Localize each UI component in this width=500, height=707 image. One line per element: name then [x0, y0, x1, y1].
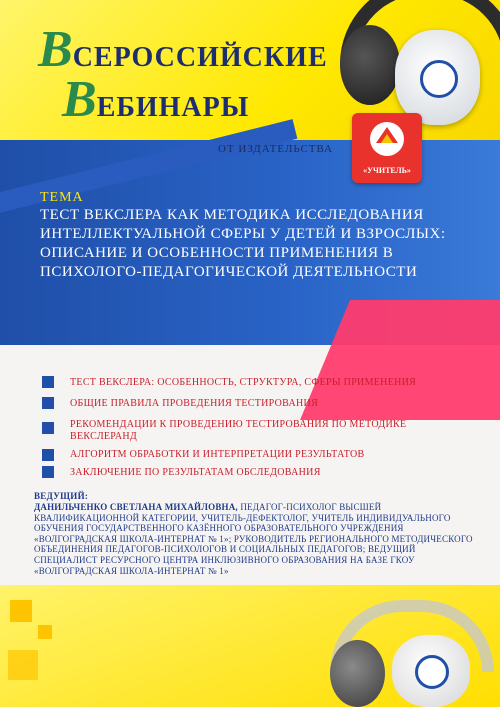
title-word-2: ЕБИНАРЫ	[96, 92, 250, 123]
bullet-icon	[42, 449, 54, 461]
emblem-icon	[415, 655, 449, 689]
decor-square	[38, 625, 52, 639]
theme-label: ТЕМА	[40, 190, 84, 205]
decor-square	[10, 600, 32, 622]
agenda-item: ТЕСТ ВЕКСЛЕРА: ОСОБЕННОСТЬ, СТРУКТУРА, СФЕРЫ ПРИМЕНЕНИЯ	[70, 377, 417, 388]
theme-title: ТЕСТ ВЕКСЛЕРА КАК МЕТОДИКА ИССЛЕДОВАНИЯ ИНТЕЛЛЕКТУАЛЬНОЙ СФЕРЫ У ДЕТЕЙ И ВЗРОСЛЫХ: ОПИСАНИЕ И ОСОБЕННОСТИ ПРИМЕНЕНИЯ В ПСИХОЛОГО-ПЕДАГОГИЧЕСКОЙ ДЕЯТЕЛЬНОСТИ	[40, 207, 446, 280]
presenter-bio: ПЕДАГОГ-ПСИХОЛОГ ВЫСШЕЙ КВАЛИФИКАЦИОННОЙ КАТЕГОРИИ, УЧИТЕЛЬ-ДЕФЕКТОЛОГ, УЧИТЕЛЬ ИНДИВИДУАЛЬНОГО ОБУЧЕНИЯ ГОСУДАРСТВЕННОГО КАЗЁННОГО ОБРАЗОВАТЕЛЬНОГО УЧРЕЖДЕНИЯ «ВОЛГОГРАДСКАЯ ШКОЛА-ИНТЕРНАТ № 1»; РУКОВОДИТЕЛЬ РЕГИОНАЛЬНОГО МЕТОДИЧЕСКОГО ОБЪЕДИНЕНИЯ ПЕДАГОГОВ-ПСИХОЛОГОВ И СОЦИАЛЬНЫХ ПЕДАГОГОВ; ВЕДУЩИЙ СПЕЦИАЛИСТ РЕСУРСНОГО ЦЕНТРА ИНКЛЮЗИВНОГО ОБРАЗОВАНИЯ НА БАЗЕ ГКОУ «ВОЛГОГРАДСКАЯ ШКОЛА-ИНТЕРНАТ № 1»	[34, 502, 473, 576]
bullet-icon	[42, 376, 54, 388]
agenda-item: ОБЩИЕ ПРАВИЛА ПРОВЕДЕНИЯ ТЕСТИРОВАНИЯ	[70, 398, 319, 409]
logo-text: «УЧИТЕЛЬ»	[363, 166, 411, 175]
presenter-name: ДАНИЛЬЧЕНКО СВЕТЛАНА МИХАЙЛОВНА,	[34, 502, 238, 512]
bullet-icon	[42, 466, 54, 478]
book-icon	[352, 113, 422, 168]
title-initial-2: В	[62, 71, 97, 128]
agenda-item: ЗАКЛЮЧЕНИЕ ПО РЕЗУЛЬТАТАМ ОБСЛЕДОВАНИЯ	[70, 467, 321, 478]
title-initial-1: В	[38, 21, 73, 78]
bullet-icon	[42, 422, 54, 434]
presenter-label: ВЕДУЩИЙ:	[34, 491, 89, 501]
headphone-earcup-icon	[340, 25, 400, 105]
bullet-icon	[42, 397, 54, 409]
title-word-1: СЕРОССИЙСКИЕ	[72, 42, 328, 73]
headphone-earcup-icon	[330, 640, 385, 707]
decor-square	[8, 650, 38, 680]
title-line-2	[62, 70, 249, 129]
emblem-icon	[420, 60, 458, 98]
publisher-label: ОТ ИЗДАТЕЛЬСТВА	[218, 143, 334, 155]
presenter-info	[34, 502, 474, 576]
agenda-item: РЕКОМЕНДАЦИИ К ПРОВЕДЕНИЮ ТЕСТИРОВАНИЯ ПО МЕТОДИКЕ ВЕКСЛЕРАНД	[70, 419, 407, 442]
agenda-item: АЛГОРИТМ ОБРАБОТКИ И ИНТЕРПРЕТАЦИИ РЕЗУЛЬТАТОВ	[70, 449, 365, 460]
